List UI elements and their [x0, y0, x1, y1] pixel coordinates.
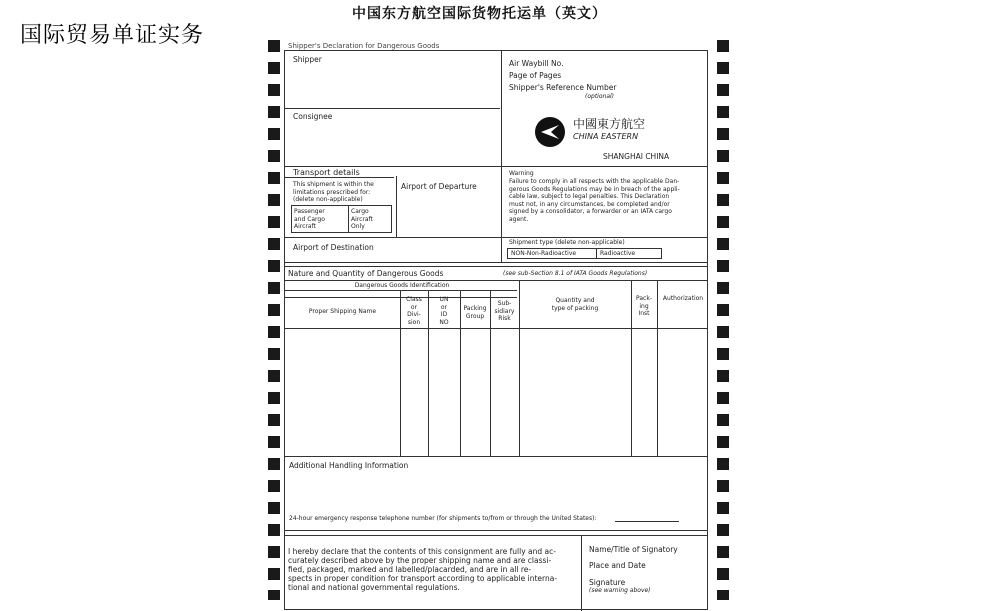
divider: [501, 51, 502, 263]
divider: [285, 328, 707, 329]
signature-label: Signature: [589, 578, 626, 587]
swallow-icon: [540, 123, 560, 141]
radioactive-box: [596, 248, 662, 259]
divider: [285, 290, 517, 291]
transport-details-label: Transport details: [293, 168, 360, 177]
divider: [285, 262, 707, 263]
divider: [285, 530, 707, 531]
slide-title: 国际贸易单证实务: [20, 23, 205, 48]
col-un-id-no: UN or ID NO: [439, 296, 449, 326]
dangerous-goods-form: [284, 50, 708, 610]
col-quantity-type: Quantity and type of packing: [551, 297, 599, 312]
page-of-pages-label: Page of Pages: [509, 71, 562, 80]
divider: [657, 280, 658, 456]
name-title-signatory-label: Name/Title of Signatory: [589, 545, 678, 554]
air-waybill-label: Air Waybill No.: [509, 59, 564, 68]
non-radioactive-label: NON-Non-Radioactive: [511, 250, 577, 257]
divider: [285, 456, 707, 457]
shipper-label: Shipper: [293, 55, 322, 64]
document-title: 中国东方航空国际货物托运单（英文）: [352, 6, 607, 22]
passenger-aircraft-label: Passenger and Cargo Aircraft: [294, 208, 325, 230]
col-packing-inst: Pack- ing Inst: [636, 295, 652, 317]
warning-title: Warning: [509, 170, 534, 177]
col-class-division: Class or Divi- sion: [406, 296, 422, 326]
right-border-stripes: [717, 40, 729, 600]
col-proper-shipping-name: Proper Shipping Name: [308, 308, 377, 315]
airport-destination-label: Airport of Destination: [293, 243, 374, 252]
form-header-note: Shipper's Declaration for Dangerous Goods: [288, 42, 440, 50]
col-subsidiary-risk: Sub- sidiary Risk: [494, 300, 515, 322]
non-radioactive-box: [507, 248, 597, 259]
logo-city: SHANGHAI CHINA: [603, 152, 670, 161]
divider: [285, 266, 707, 267]
logo-english-name: CHINA EASTERN: [573, 132, 639, 141]
emergency-phone-label: 24-hour emergency response telephone number (for shipments to/from or through the United States):: [289, 515, 597, 522]
logo-chinese-name: 中國東方航空: [573, 117, 646, 131]
additional-handling-label: Additional Handling Information: [289, 461, 409, 470]
dg-identification-header: Dangerous Goods Identification: [354, 282, 450, 289]
phone-number-line: [615, 521, 679, 522]
consignee-label: Consignee: [293, 112, 333, 121]
divider: [285, 108, 500, 109]
declaration-text: I hereby declare that the contents of this consignment are fully and ac- curately described above by the proper shipping name and are classi- fied, packaged, marked and labelled/placarded, and are in all re- spects in proper condition for transport according to applicable interna- tional and national governmental regulations.: [288, 547, 558, 592]
optional-note: (optional): [585, 93, 614, 100]
left-border-stripes: [268, 40, 280, 600]
china-eastern-logo: [535, 117, 565, 147]
shippers-reference-label: Shipper's Reference Number: [509, 83, 617, 92]
place-date-label: Place and Date: [589, 561, 646, 570]
divider: [396, 176, 397, 237]
divider: [285, 280, 707, 281]
divider: [285, 177, 394, 178]
shipment-type-label: Shipment type (delete non-applicable): [509, 239, 625, 246]
passenger-aircraft-box: [291, 205, 349, 233]
divider: [285, 166, 707, 167]
cargo-aircraft-box: [348, 205, 392, 233]
see-sub-section-note: (see sub-Section 8.1 of IATA Goods Regulations): [503, 270, 648, 277]
radioactive-label: Radioactive: [600, 250, 636, 257]
col-authorization: Authorization: [662, 295, 704, 302]
divider: [285, 237, 707, 238]
col-packing-group: Packing Group: [463, 305, 487, 320]
divider: [285, 535, 707, 536]
nature-quantity-label: Nature and Quantity of Dangerous Goods: [288, 269, 444, 278]
warning-text: Failure to comply in all respects with the applicable Dan- gerous Goods Regulations may be in breach of the appli- cable law, subject to legal penalties. This Declaration must not, in any circumstances, be completed and/or signed by a consolidator, a forwarder or an IATA cargo agent.: [509, 178, 680, 223]
limitations-text: This shipment is within the limitations prescribed for: (delete non-applicable): [293, 181, 374, 203]
cargo-aircraft-label: Cargo Aircraft Only: [351, 208, 373, 230]
airport-departure-label: Airport of Departure: [401, 182, 477, 191]
see-warning-note: (see warning above): [589, 587, 651, 594]
